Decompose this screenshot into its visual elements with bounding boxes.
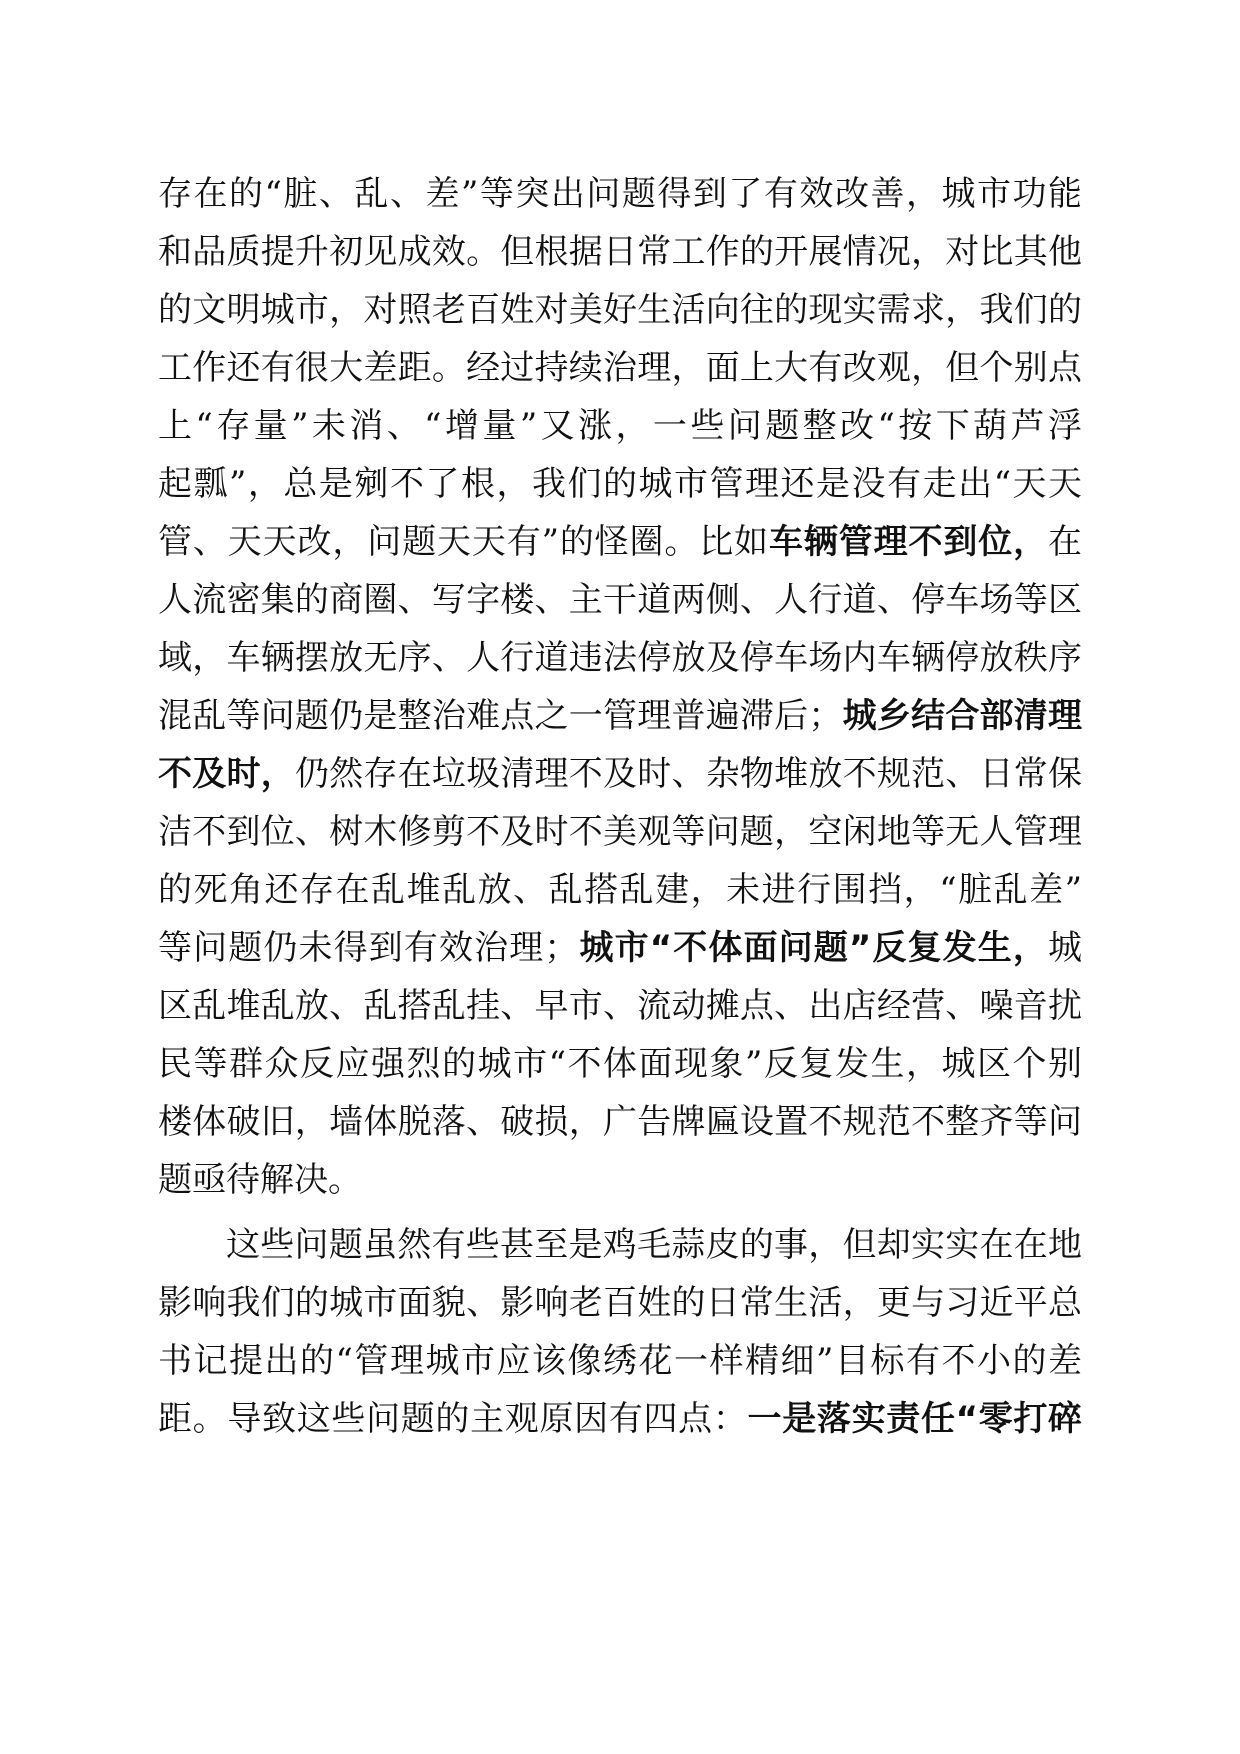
text-line: 距。导致这些问题的主观原因有四点：一是落实责任“零打碎 xyxy=(158,1399,1082,1439)
bold-heading: 城市“不体面问题”反复发生， xyxy=(578,928,1048,968)
paragraph-1 xyxy=(158,165,1082,1209)
text-line: 影响我们的城市面貌、影响老百姓的日常生活，更与习近平总 xyxy=(158,1283,1082,1323)
text-line: 起瓢”，总是剜不了根，我们的城市管理还是没有走出“天天 xyxy=(158,464,1082,504)
text-line: 等问题仍未得到有效治理；城市“不体面问题”反复发生，城 xyxy=(158,928,1082,968)
text-line: 书记提出的“管理城市应该像绣花一样精细”目标有不小的差 xyxy=(158,1341,1082,1381)
text-line: 工作还有很大差距。经过持续治理，面上大有改观，但个别点 xyxy=(158,348,1082,388)
text-line: 洁不到位、树木修剪不及时不美观等问题，空闲地等无人管理 xyxy=(158,812,1082,852)
bold-heading: 一是落实责任“零打碎 xyxy=(747,1399,1082,1439)
text-line: 管、天天改，问题天天有”的怪圈。比如车辆管理不到位，在 xyxy=(158,522,1083,562)
text-line: 的死角还存在乱堆乱放、乱搭乱建，未进行围挡，“脏乱差” xyxy=(158,870,1082,910)
text-line: 和品质提升初见成效。但根据日常工作的开展情况，对比其他 xyxy=(158,232,1082,272)
text-line: 上“存量”未消、“增量”又涨，一些问题整改“按下葫芦浮 xyxy=(158,406,1082,446)
text-line: 混乱等问题仍是整治难点之一管理普遍滞后；城乡结合部清理 xyxy=(158,696,1083,736)
paragraph-2 xyxy=(158,1216,1082,1448)
text-line: 楼体破旧，墙体脱落、破损，广告牌匾设置不规范不整齐等问 xyxy=(158,1102,1082,1142)
text-line: 区乱堆乱放、乱搭乱挂、早市、流动摊点、出店经营、噪音扰 xyxy=(158,986,1082,1026)
text-line: 人流密集的商圈、写字楼、主干道两侧、人行道、停车场等区 xyxy=(158,580,1082,620)
bold-heading: 城乡结合部清理 xyxy=(842,696,1083,736)
bold-heading: 不及时， xyxy=(158,754,295,794)
text-line: 不及时，仍然存在垃圾清理不及时、杂物堆放不规范、日常保 xyxy=(158,754,1083,794)
text-line: 民等群众反应强烈的城市“不体面现象”反复发生，城区个别 xyxy=(158,1044,1082,1084)
text-line: 的文明城市，对照老百姓对美好生活向往的现实需求，我们的 xyxy=(158,290,1082,330)
text-line: 这些问题虽然有些甚至是鸡毛蒜皮的事，但却实实在在地 xyxy=(226,1225,1082,1265)
text-line: 域，车辆摆放无序、人行道违法停放及停车场内车辆停放秩序 xyxy=(158,638,1082,678)
bold-heading: 车辆管理不到位， xyxy=(769,522,1049,562)
text-line: 存在的“脏、乱、差”等突出问题得到了有效改善，城市功能 xyxy=(158,174,1082,214)
text-line: 题亟待解决。 xyxy=(158,1160,362,1200)
